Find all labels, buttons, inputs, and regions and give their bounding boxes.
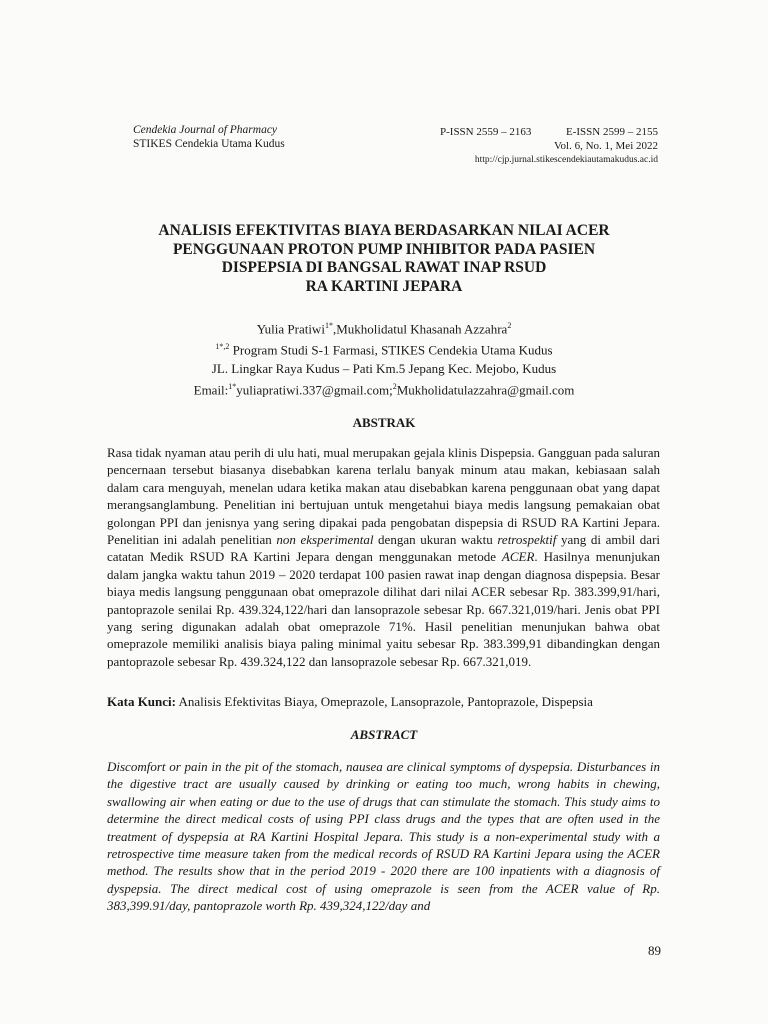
author-2-sup: 2 xyxy=(507,321,512,330)
p-issn: P-ISSN 2559 – 2163 xyxy=(440,126,532,138)
volume-info: Vol. 6, No. 1, Mei 2022 xyxy=(554,140,658,152)
journal-header-left xyxy=(133,123,285,151)
journal-institution: STIKES Cendekia Utama Kudus xyxy=(133,138,285,150)
affiliation-sup: 1*,2 xyxy=(215,342,230,352)
abstrak-text: . Hasilnya menunjukan dalam jangka waktu tahun 2019 – 2020 terdapat 100 pasien rawat inap dengan diagnosa dispepsia. Besar biaya medis langsung penggunaan obat omeprazole dilihat dari nilai ACER sebesar Rp. 383.399,91/hari, pantoprazole senilai Rp. 439.324,122/hari dan lansoprazole sebesar Rp. 667.321,019/hari. Jenis obat PPI yang sering digunakan adalah obat omeprazole 71%. Hasil penelitian menunjukan bahwa obat omeprazole memiliki analisis biaya paling minimal yaitu sebesar Rp. 383.399,91 dibandingkan dengan pantoprazole sebesar Rp. 439.324,122 dan lansoprazole sebesar Rp. 667.321,019. xyxy=(107,549,660,669)
author-1: Yulia Pratiwi xyxy=(256,321,325,337)
e-issn: E-ISSN 2599 – 2155 xyxy=(566,126,658,138)
title-line: ANALISIS EFEKTIVITAS BIAYA BERDASARKAN NILAI ACER xyxy=(158,222,610,239)
abstrak-body xyxy=(107,444,660,670)
abstrak-text: Rasa tidak nyaman atau perih di ulu hati, mual merupakan gejala klinis Dispepsia. Gangguan pada saluran pencernaan tersebut biasanya disebabkan karena terlalu banyak minum atau makan, kebiasaan salah dalam cara menguyah, menelan udara ketika makan atau disebabkan karena penggunaan obat yang dapat merangsanglambung. Penelitian ini bertujuan untuk mengetahui biaya medis langsung pemakaian obat golongan PPI dan jenisnya yang sering dipakai pada pengobatan dispepsia di RSUD RA Kartini Jepara. Penelitian ini adalah penelitian xyxy=(107,445,660,548)
issn-row xyxy=(440,125,658,139)
author-1-sup: 1* xyxy=(324,321,333,330)
author-block xyxy=(110,317,658,399)
abstract-heading: ABSTRACT xyxy=(350,727,418,742)
email-1[interactable]: yuliapratiwi.337@gmail.com; xyxy=(236,381,393,397)
abstract-body: Discomfort or pain in the pit of the stomach, nausea are clinical symptoms of dyspepsia. Disturbances in the digestive tract are usually caused by drinking or eating too much, wrong habits in chewing, swallowing air when eating or due to the use of drugs that can stimulate the stomach. This study aims to determine the direct medical costs of using PPI class drugs and the types that are often used in the treatment of dyspepsia at RA Kartini Hospital Jepara. This study is a non-experimental study with a retrospective time measure taken from the medical records of RSUD RA Kartini Jepara using the ACER method. The results show that in the period 2019 - 2020 there are 100 inpatients with a diagnosis of dyspepsia. The direct medical cost of using omeprazole is seen from the ACER value of Rp. 383,399.91/day, pantoprazole worth Rp. 439,324,122/day and xyxy=(107,759,660,914)
keywords xyxy=(107,693,660,710)
paper-title xyxy=(110,222,658,296)
abstrak-italic: ACER xyxy=(501,549,535,565)
title-line: RA KARTINI JEPARA xyxy=(305,277,463,295)
email-1-sup: 1* xyxy=(228,381,237,391)
title-line: DISPEPSIA DI BANGSAL RAWAT INAP RSUD xyxy=(221,259,547,276)
journal-url: http://cjp.jurnal.stikescendekiautamakudus.ac.id xyxy=(474,155,658,165)
author-2: ,Mukholidatul Khasanah Azzahra xyxy=(332,321,508,337)
affiliation xyxy=(110,338,658,359)
author-names xyxy=(110,317,658,338)
journal-header-right xyxy=(440,125,658,167)
journal-name: Cendekia Journal of Pharmacy xyxy=(133,124,278,136)
abstrak-italic: retrospektif xyxy=(497,532,557,548)
emails xyxy=(110,378,658,399)
abstrak-text: dengan ukuran waktu xyxy=(373,532,498,548)
abstrak-italic: non eksperimental xyxy=(276,532,374,548)
title-line: PENGGUNAAN PROTON PUMP INHIBITOR PADA PASIEN xyxy=(172,240,596,258)
page-number: 89 xyxy=(648,943,661,958)
email-2[interactable]: Mukholidatulazzahra@gmail.com xyxy=(396,381,575,397)
abstrak-heading: ABSTRAK xyxy=(352,415,416,430)
keywords-label: Kata Kunci: xyxy=(107,694,176,709)
keywords-text: Analisis Efektivitas Biaya, Omeprazole, Lansoprazole, Pantoprazole, Dispepsia xyxy=(175,694,593,709)
email-prefix: Email: xyxy=(193,381,229,397)
email-2-sup: 2 xyxy=(392,381,397,391)
abstrak-text: yang di ambil dari catatan Medik RSUD RA Kartini Jepara dengan menggunakan metode xyxy=(107,532,661,565)
affiliation-text: Program Studi S-1 Farmasi, STIKES Cendekia Utama Kudus xyxy=(229,342,553,358)
address: JL. Lingkar Raya Kudus – Pati Km.5 Jepang Kec. Mejobo, Kudus xyxy=(211,360,557,376)
